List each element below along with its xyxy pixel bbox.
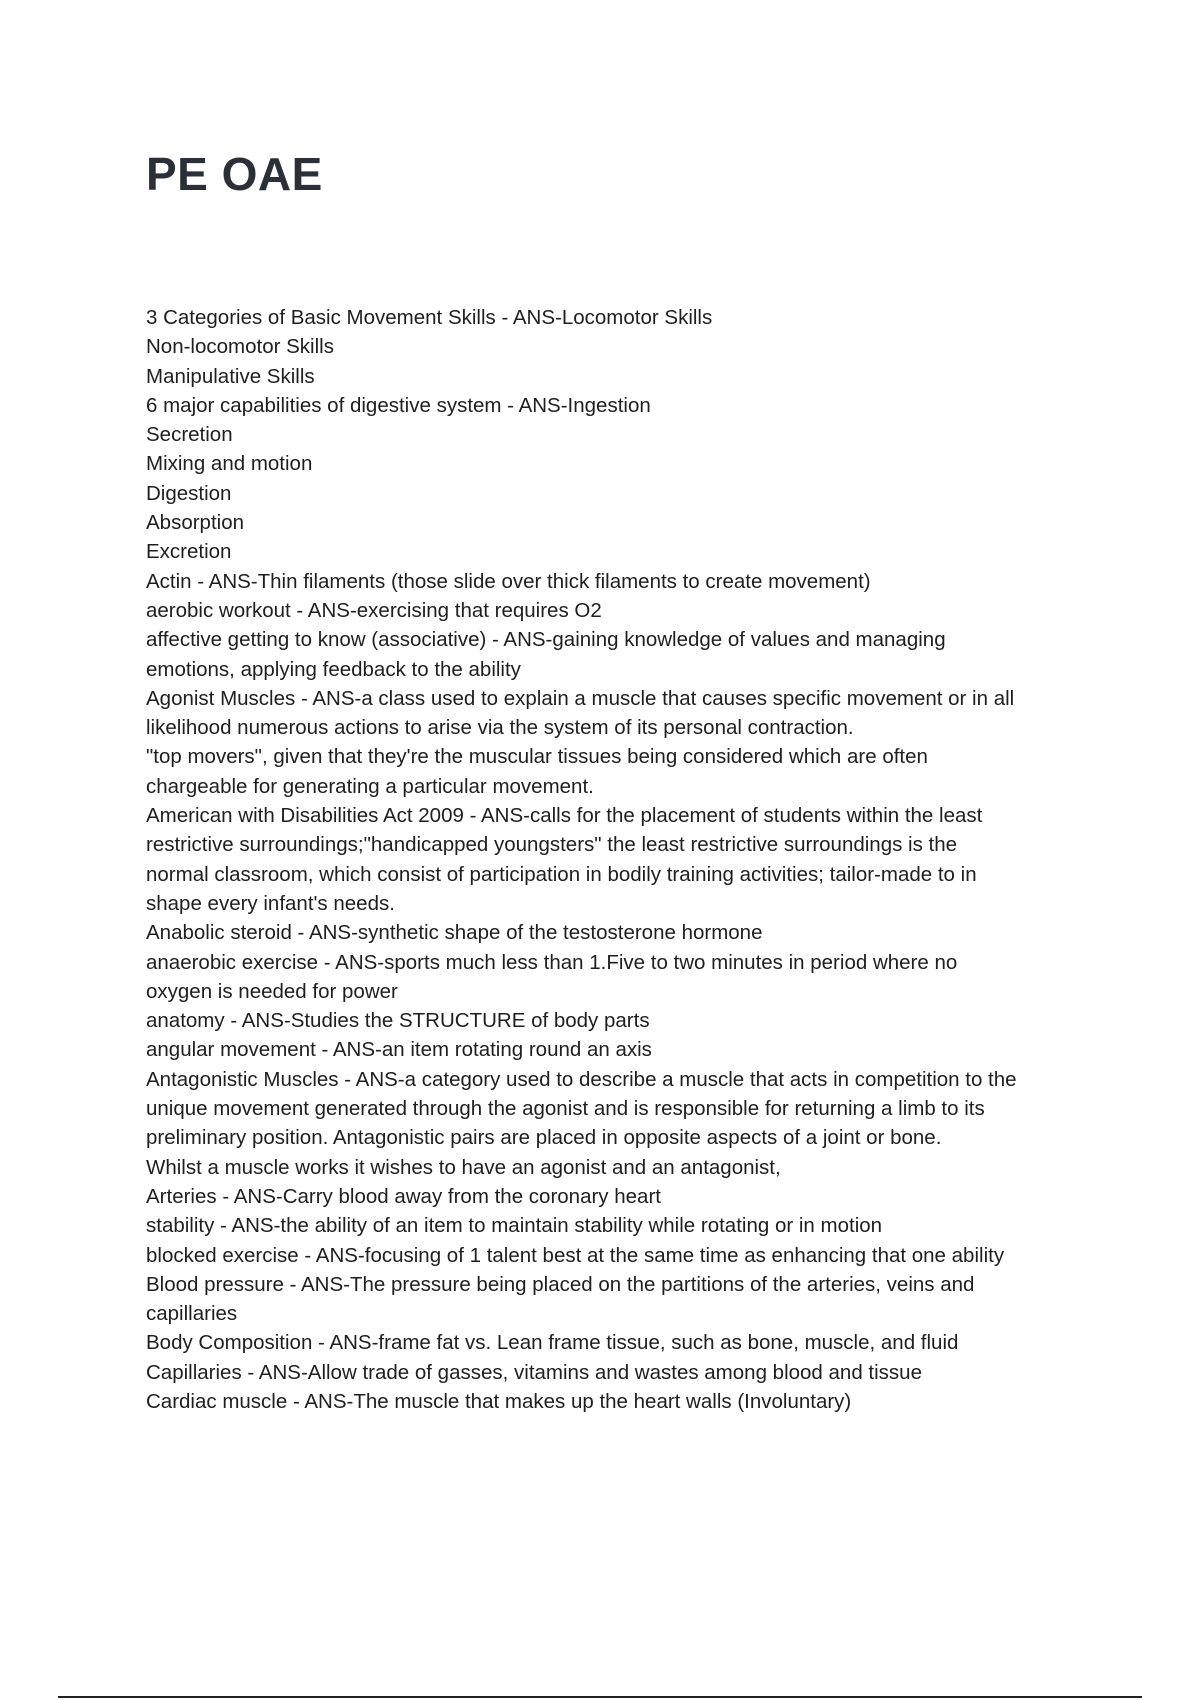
text-line: aerobic workout - ANS-exercising that requires O2 (146, 598, 602, 622)
text-line: likelihood numerous actions to arise via the system of its personal contraction. (146, 716, 854, 740)
text-line: 6 major capabilities of digestive system - ANS-Ingestion (146, 393, 651, 417)
text-line: Cardiac muscle - ANS-The muscle that makes up the heart walls (Involuntary) (146, 1389, 852, 1413)
text-line: chargeable for generating a particular movement. (146, 774, 594, 798)
text-line: emotions, applying feedback to the ability (146, 657, 521, 681)
text-line: Arteries - ANS-Carry blood away from the coronary heart (146, 1184, 661, 1208)
text-line: restrictive surroundings;"handicapped youngsters" the least restrictive surroundings is the (146, 833, 958, 857)
text-line: Secretion (146, 423, 233, 447)
text-line: affective getting to know (associative) - ANS-gaining knowledge of values and managing (146, 628, 946, 652)
footer-divider (58, 1696, 1142, 1698)
text-line: angular movement - ANS-an item rotating round an axis (146, 1038, 652, 1062)
text-line: Manipulative Skills (146, 364, 315, 388)
text-line: American with Disabilities Act 2009 - ANS-calls for the placement of students within the least (146, 804, 983, 828)
text-line: Body Composition - ANS-frame fat vs. Lean frame tissue, such as bone, muscle, and fluid (146, 1331, 959, 1355)
text-line: Non-locomotor Skills (146, 335, 334, 359)
page-title: PE OAE (146, 148, 323, 200)
text-line: anaerobic exercise - ANS-sports much less than 1.Five to two minutes in period where no (146, 950, 958, 974)
text-line: oxygen is needed for power (146, 979, 398, 1003)
text-line: Antagonistic Muscles - ANS-a category used to describe a muscle that acts in competition to the (146, 1067, 1017, 1091)
text-line: Blood pressure - ANS-The pressure being placed on the partitions of the arteries, veins and (146, 1272, 975, 1296)
text-line: stability - ANS-the ability of an item to maintain stability while rotating or in motion (146, 1214, 883, 1238)
text-line: Capillaries - ANS-Allow trade of gasses, vitamins and wastes among blood and tissue (146, 1360, 922, 1384)
text-line: Digestion (146, 481, 232, 505)
text-line: unique movement generated through the agonist and is responsible for returning a limb to its (146, 1097, 985, 1121)
text-line: Anabolic steroid - ANS-synthetic shape of the testosterone hormone (146, 921, 763, 945)
text-line: Whilst a muscle works it wishes to have an agonist and an antagonist, (146, 1155, 781, 1179)
text-line: capillaries (146, 1302, 238, 1326)
text-line: Mixing and motion (146, 452, 313, 476)
text-line: normal classroom, which consist of participation in bodily training activities; tailor-made to in (146, 862, 977, 886)
text-line: blocked exercise - ANS-focusing of 1 talent best at the same time as enhancing that one ability (146, 1243, 1005, 1267)
text-line: Agonist Muscles - ANS-a class used to explain a muscle that causes specific movement or in all (146, 686, 1015, 710)
text-line: Absorption (146, 511, 245, 535)
text-line: 3 Categories of Basic Movement Skills - ANS-Locomotor Skills (146, 306, 713, 329)
text-line: anatomy - ANS-Studies the STRUCTURE of body parts (146, 1009, 650, 1033)
document-body (146, 303, 1096, 1416)
text-line: shape every infant's needs. (146, 891, 395, 915)
text-line: Excretion (146, 540, 232, 564)
text-line: preliminary position. Antagonistic pairs are placed in opposite aspects of a joint or bone. (146, 1126, 942, 1150)
text-line: "top movers", given that they're the muscular tissues being considered which are often (146, 745, 928, 769)
text-line: Actin - ANS-Thin filaments (those slide over thick filaments to create movement) (146, 569, 871, 593)
